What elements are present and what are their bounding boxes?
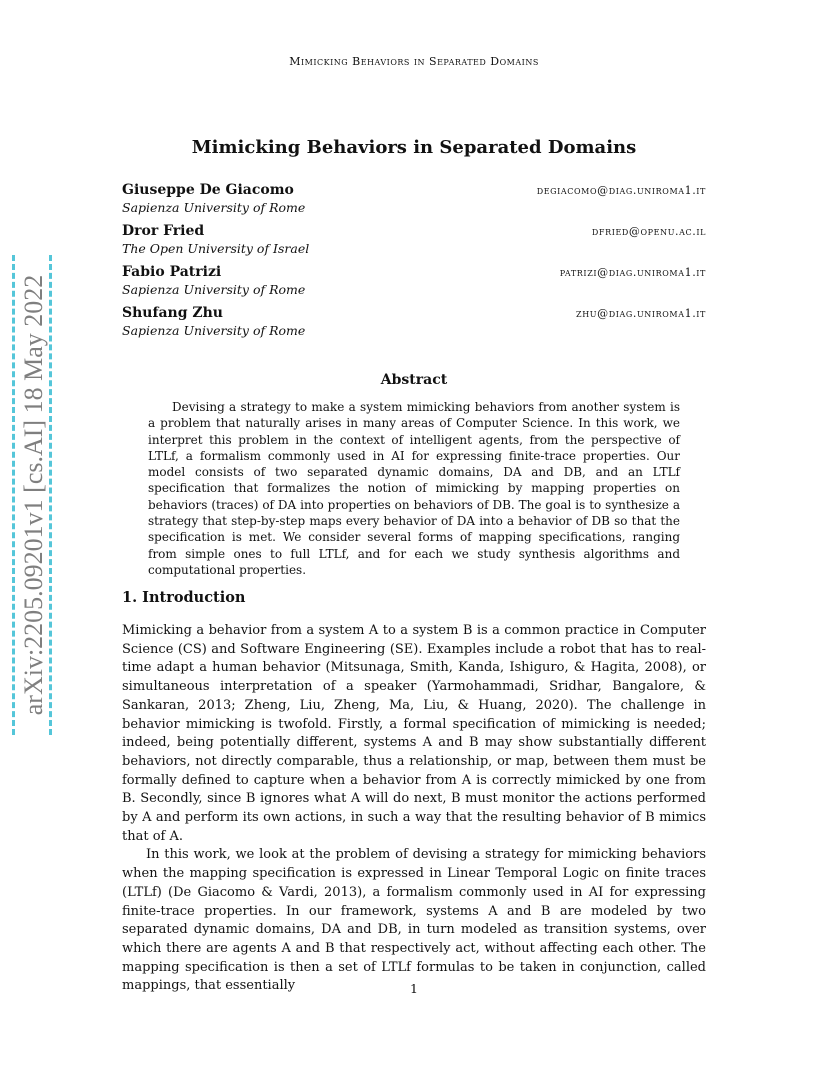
author-affiliation: The Open University of Israel bbox=[122, 241, 310, 256]
abstract-text: Devising a strategy to make a system mimicking behaviors from another system is a problem that naturally arises in many areas of Computer Science. In this work, we interpret this problem in the context of intelligent agents, from the perspective of LTLf, a formalism commonly used in AI for expressing finite-trace properties. Our model consists of two separated dynamic domains, DA and DB, and an LTLf specification that formalizes the notion of mimicking by mapping properties on behaviors (traces) of DA into properties on behaviors of DB. The goal is to synthesize a strategy that step-by-step maps every behavior of DA into a behavior of DB so that the specification is met. We consider several forms of mapping specifications, ranging from simple ones to full LTLf, and for each we study synthesis algorithms and computational properties. bbox=[148, 400, 680, 577]
author-block bbox=[122, 182, 706, 346]
author-name: Dror Fried bbox=[122, 223, 205, 239]
author-affiliation: Sapienza University of Rome bbox=[122, 200, 306, 215]
running-head: Mimicking Behaviors in Separated Domains bbox=[289, 55, 539, 68]
author-email: patrizi@diag.uniroma1.it bbox=[559, 266, 706, 279]
author-entry bbox=[122, 223, 706, 263]
author-email: zhu@diag.uniroma1.it bbox=[576, 307, 706, 320]
author-name: Fabio Patrizi bbox=[122, 264, 222, 280]
author-email: dfried@openu.ac.il bbox=[591, 225, 706, 238]
arxiv-stamp[interactable]: arXiv:2205.09201v1 [cs.AI] 18 May 2022 bbox=[19, 274, 48, 716]
section-heading: 1. Introduction bbox=[122, 589, 246, 606]
author-affiliation: Sapienza University of Rome bbox=[122, 282, 306, 297]
body-paragraph: Mimicking a behavior from a system A to a system B is a common practice in Computer Science (CS) and Software Engineering (SE). Examples include a robot that has to real-time adapt a human behavior (Mitsunaga, Smith, Kanda, Ishiguro, & Hagita, 2008), or simultaneous interpretation of a speaker (Yarmohammadi, Sridhar, Bangalore, & Sankaran, 2013; Zheng, Liu, Zheng, Ma, Liu, & Huang, 2020). The challenge in behavior mimicking is twofold. Firstly, a formal specification of mimicking is needed; indeed, being potentially different, systems A and B may show substantially different behaviors, not directly comparable, thus a relationship, or map, between them must be formally defined to capture when a behavior from A is correctly mimicked by one from B. Secondly, since B ignores what A will do next, B must monitor the actions performed by A and perform its own actions, in such a way that the resulting behavior of B mimics that of A. bbox=[122, 623, 706, 844]
author-entry bbox=[122, 264, 706, 304]
author-name: Giuseppe De Giacomo bbox=[122, 182, 294, 198]
paper-title: Mimicking Behaviors in Separated Domains bbox=[191, 137, 637, 158]
author-name: Shufang Zhu bbox=[122, 305, 223, 321]
page-number: 1 bbox=[410, 981, 418, 996]
author-entry bbox=[122, 305, 706, 345]
body-paragraph: In this work, we look at the problem of devising a strategy for mimicking behaviors when the mapping specification is expressed in Linear Temporal Logic on finite traces (LTLf) (De Giacomo & Vardi, 2013), a formalism commonly used in AI for expressing finite-trace properties. In our framework, systems A and B are modeled by two separated dynamic domains, DA and DB, in turn modeled as transition systems, over which there are agents A and B that respectively act, without affecting each other. The mapping specification is then a set of LTLf formulas to be taken in conjunction, called mappings, that essentially bbox=[122, 847, 706, 994]
author-affiliation: Sapienza University of Rome bbox=[122, 323, 306, 338]
author-email: degiacomo@diag.uniroma1.it bbox=[536, 184, 706, 197]
abstract-heading: Abstract bbox=[380, 372, 448, 388]
author-entry bbox=[122, 182, 706, 222]
introduction-body bbox=[122, 622, 706, 996]
